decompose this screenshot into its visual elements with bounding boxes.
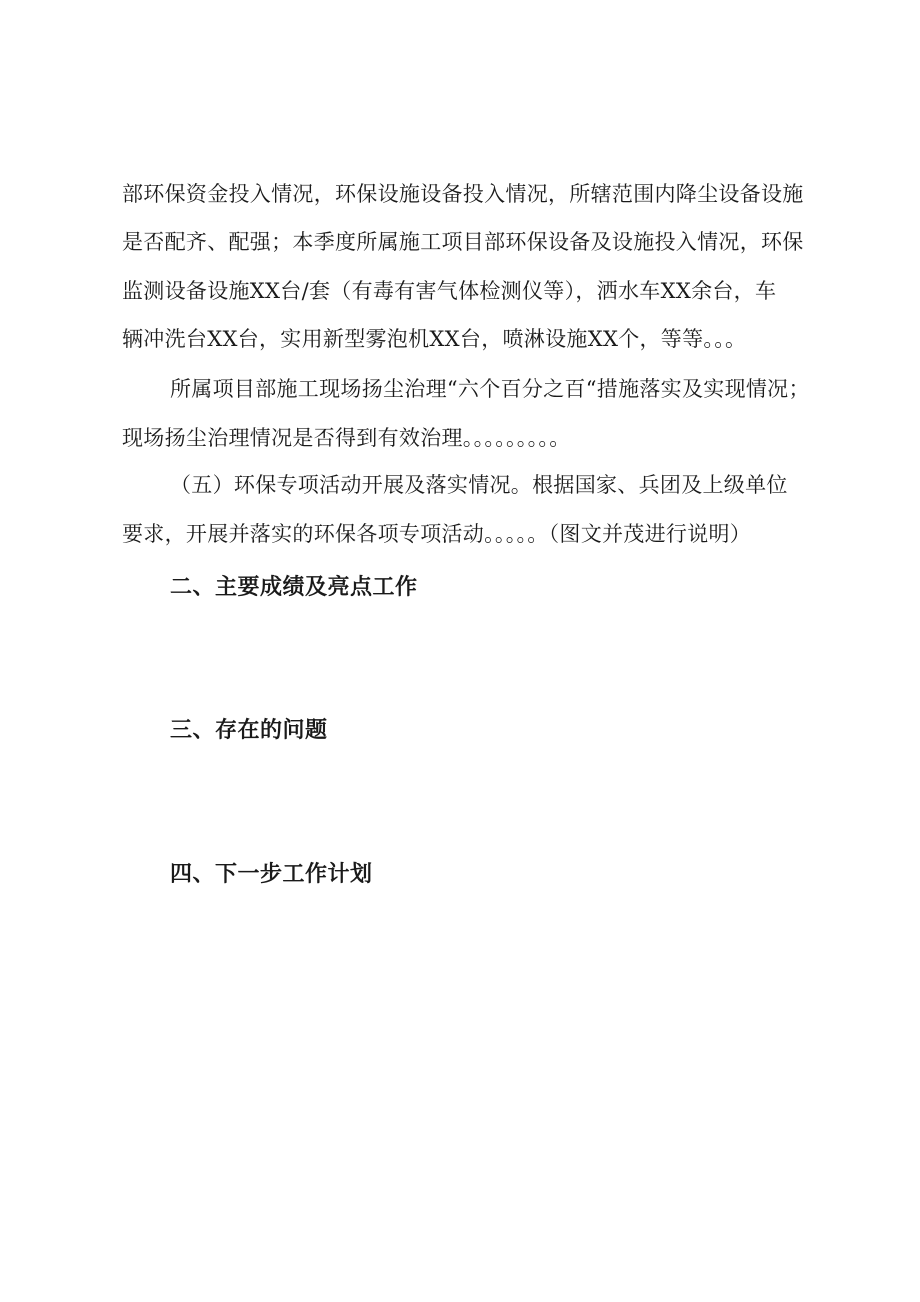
- paragraph-line: （五）环保专项活动开展及落实情况。根据国家、兵团及上级单位: [170, 473, 788, 497]
- section-heading-problems: 三、存在的问题: [170, 718, 328, 743]
- paragraph-line: 辆冲洗台XX台，实用新型雾泡机XX台，喷淋设施XX个，等等。。。: [122, 327, 747, 351]
- paragraph-line: 部环保资金投入情况，环保设施设备投入情况，所辖范围内降尘设备设施: [122, 182, 804, 206]
- paragraph-line: 监测设备设施XX台/套（有毒有害气体检测仪等），洒水车XX余台，车: [122, 279, 777, 303]
- paragraph-line: 要求，开展并落实的环保各项专项活动。。。。。（图文并茂进行说明）: [122, 522, 752, 546]
- section-heading-next-steps: 四、下一步工作计划: [170, 862, 373, 887]
- paragraph-line: 所属项目部施工现场扬尘治理“六个百分之百“措施落实及实现情况；: [170, 377, 810, 401]
- section-heading-achievements: 二、主要成绩及亮点工作: [170, 575, 418, 600]
- paragraph-line: 是否配齐、配强；本季度所属施工项目部环保设备及设施投入情况，环保: [122, 230, 804, 254]
- paragraph-line: 现场扬尘治理情况是否得到有效治理。。。。。。。。。: [122, 426, 571, 450]
